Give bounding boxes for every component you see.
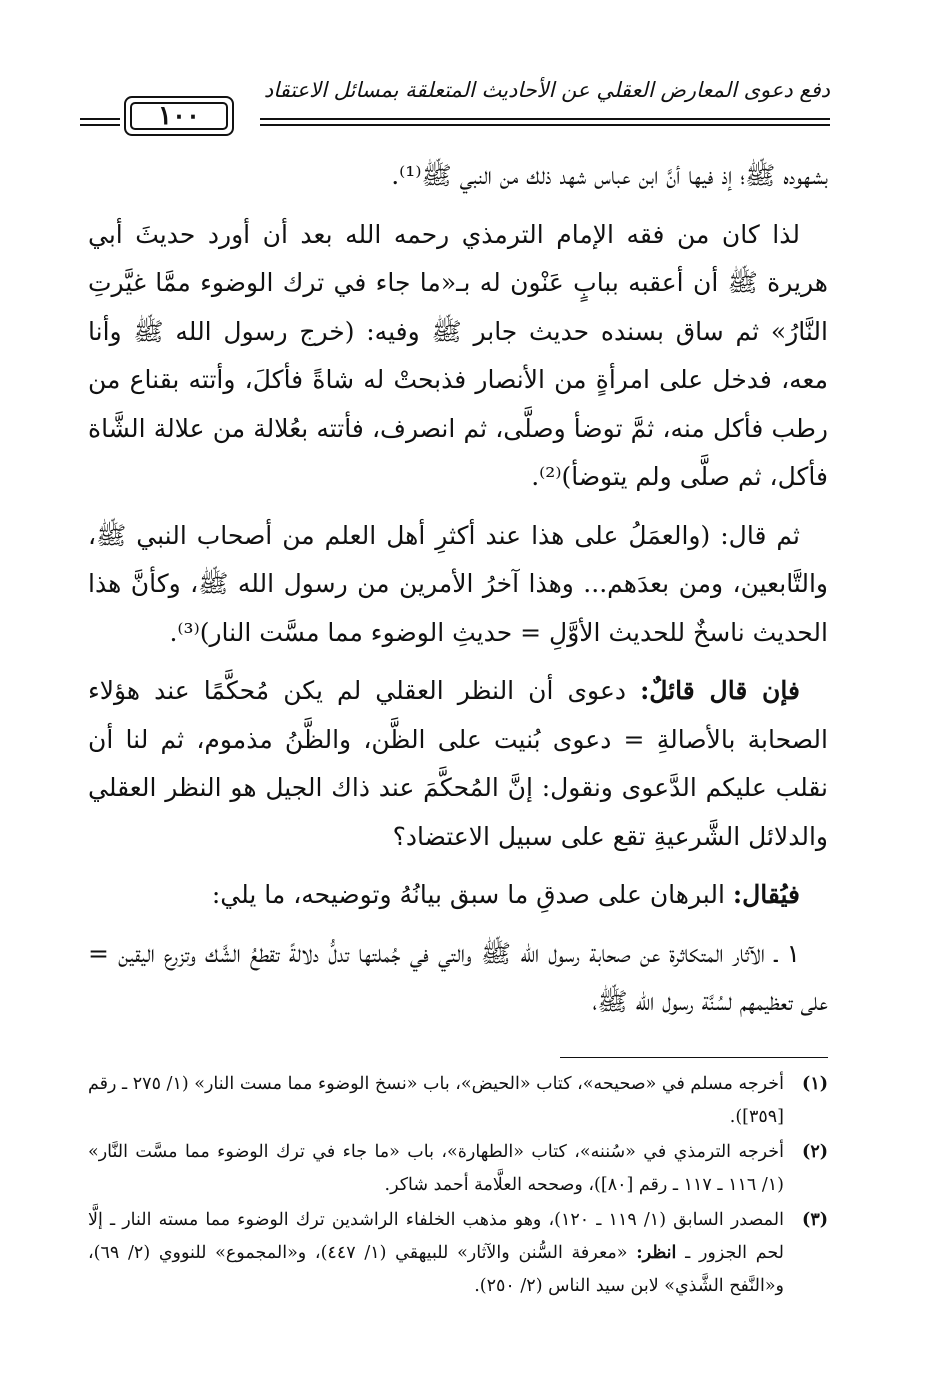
paragraph — [88, 930, 828, 1027]
header-rule-top — [260, 118, 830, 120]
footnote — [88, 1204, 828, 1303]
paragraph-text: البرهان على صدقِ ما سبق بيانُهُ وتوضيحه، ما يلي: — [211, 880, 725, 909]
footnote-text: أخرجه الترمذي في «سُننه»، كتاب «الطهارة»، باب «ما جاء في ترك الوضوء مما مسَّت النَّار» (١/ ١١٦ ـ ١١٧ ـ رقم [٨٠])، وصححه العلَّامة أحمد شاكر. — [88, 1142, 784, 1195]
paragraph-text: لذا كان من فقه الإمام الترمذي رحمه الله بعد أن أورد حديثَ أبي هريرة ﷺ أن أعقبه ببابٍ عَنْون له بـ«ما جاء في ترك الوضوء ممَّا غيَّرتِ النَّارُ» ثم ساق بسنده حديث جابر ﷺ وفيه: (خرج رسول الله ﷺ وأنا معه، فدخل على امرأةٍ من الأنصار فذبحتْ له شاةً فأكلَ، وأتته بقناع من رطب فأكل منه، ثمَّ توضأ وصلَّى، ثم انصرف، فأتته بعُلالة من علالة الشَّاة فأكل، ثم صلَّى ولم يتوضأ)⁽²⁾. — [88, 219, 828, 491]
footnote-text-part: «معرفة السُّنن والآثار» للبيهقي (١/ ٤٤٧)، و«المجموع» للنووي (٢/ ٦٩)، و«النَّفح الشَّذي» لابن سيد الناس (٢/ ٢٥٠). — [88, 1243, 784, 1296]
page-number-frame — [124, 96, 234, 136]
paragraph — [88, 512, 828, 658]
footnote-number: (٣) — [802, 1210, 828, 1230]
paragraph-text: بشهوده ﷺ؛ إذ فيها أنَّ ابن عباس شهد ذلك من النبي ﷺ⁽¹⁾. — [391, 161, 828, 190]
header-rule-bottom — [260, 124, 830, 126]
footnote-text — [88, 1204, 784, 1303]
page-header — [80, 78, 830, 138]
header-rule-left-top — [80, 118, 120, 120]
page-number: ١٠٠ — [158, 101, 200, 131]
main-text — [88, 152, 828, 1037]
running-title: دفع دعوى المعارض العقلي عن الأحاديث المتعلقة بمسائل الاعتقاد — [263, 78, 830, 102]
paragraph-text: ١ ـ الآثار المتكاثرة عن صحابة رسول الله ﷺ والتي في جُملتها تدلُّ دلالةً تقطعُ الشَّك وتزرع اليقين = على تعظيمهم لسُنَّة رسول الله ﷺ، — [88, 938, 828, 1016]
paragraph-text: ثم قال: (والعمَلُ على هذا عند أكثرِ أهل العلم من أصحاب النبي ﷺ، والتَّابعين، ومن بعدَهم... وهذا آخرُ الأمرين من رسول الله ﷺ، وكأنَّ هذا الحديث ناسخٌ للحديث الأوَّلِ = حديثِ الوضوء مما مسَّت النار)⁽³⁾. — [88, 520, 828, 647]
paragraph — [88, 211, 828, 502]
footnote — [88, 1068, 828, 1134]
header-rule-left-bottom — [80, 124, 120, 126]
footnote-text-part: المصدر السابق (١/ ١١٩ ـ ١٢٠)، وهو مذهب الخلفاء الراشدين ترك الوضوء مما مسته النار ـ إلَّا لحم الجزور ـ — [88, 1210, 784, 1263]
paragraph-lead: فإن قال قائلٌ: — [640, 676, 800, 705]
paragraph — [88, 871, 828, 920]
footnote-text: أخرجه مسلم في «صحيحه»، كتاب «الحيض»، باب «نسخ الوضوء مما مست النار» (١/ ٢٧٥ ـ رقم [٣٥٩]). — [88, 1074, 784, 1127]
footnote-separator — [560, 1057, 828, 1058]
paragraph-text: دعوى أن النظر العقلي لم يكن مُحكَّمًا عند هؤلاء الصحابة بالأصالةِ = دعوى بُنيت على الظَّن، والظَّنُ مذموم، ثم لنا أن نقلب عليكم الدَّعوى ونقول: إنَّ المُحكَّمَ عند ذاك الجيل هو النظر العقلي والدلائل الشَّرعيةِ تقع على سبيل الاعتضاد؟ — [88, 676, 828, 851]
paragraph-lead: فيُقال: — [732, 880, 800, 909]
footnote-bold-term: انظر: — [636, 1243, 677, 1263]
footnote-number: (٢) — [802, 1142, 828, 1162]
paragraph — [88, 152, 828, 201]
footnote — [88, 1136, 828, 1202]
paragraph — [88, 667, 828, 861]
footnote-number: (١) — [802, 1074, 828, 1094]
footnotes — [88, 1068, 828, 1305]
